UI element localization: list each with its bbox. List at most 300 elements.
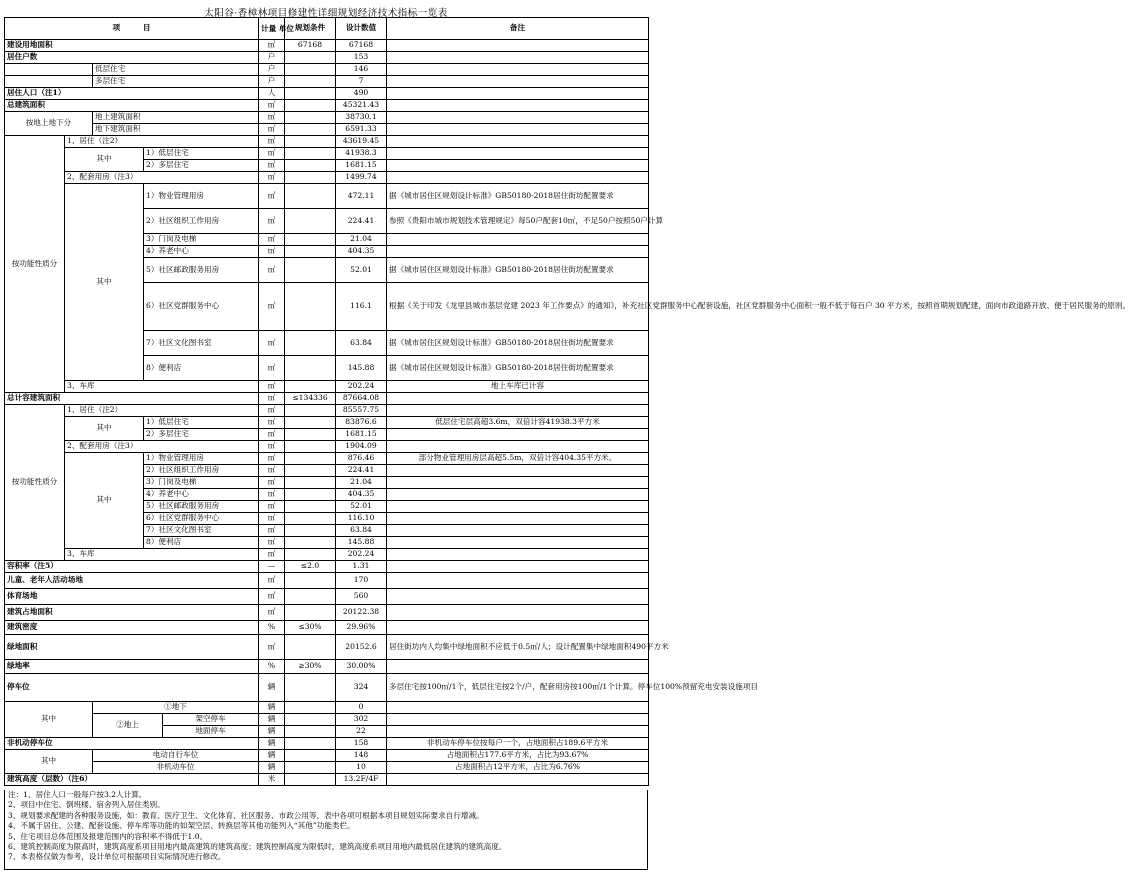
row-unit: ㎡: [259, 441, 285, 453]
row-remark: [387, 429, 649, 441]
row-remark: 部分物业管理用房层高超5.5m，双倍计容404.35平方米。: [387, 453, 649, 465]
row-plan: [285, 64, 336, 76]
row-plan: [285, 258, 336, 283]
row-label: 6）社区党群服务中心: [144, 513, 259, 525]
row-label: 3）门岗及电梯: [144, 477, 259, 489]
row-remark: [387, 477, 649, 489]
row-label: 停车位: [5, 674, 259, 702]
row-unit: ㎡: [259, 246, 285, 258]
row-remark: 非机动车停车位按每户一个，占地面积占189.6平方米: [387, 738, 649, 750]
note-line: 7、本表格仅做为参考，设计单位可根据项目实际情况进行修改。: [8, 852, 226, 862]
row-plan: [285, 160, 336, 172]
row-remark: [387, 112, 649, 124]
row-label: 居住户数: [5, 52, 259, 64]
row-value: 224.41: [336, 209, 387, 234]
header-plan: 规划条件: [285, 18, 336, 40]
row-unit: ㎡: [259, 549, 285, 561]
row-value: 38730.1: [336, 112, 387, 124]
row-unit: ㎡: [259, 258, 285, 283]
row-remark: [387, 549, 649, 561]
row-remark: 据《城市居住区规划设计标准》GB50180-2018居住街坊配置要求: [387, 184, 649, 209]
row-plan: [285, 605, 336, 621]
row-value: 41938.3: [336, 148, 387, 160]
row-value: 116.1: [336, 283, 387, 331]
row-value: 67168: [336, 40, 387, 52]
row-plan: [285, 573, 336, 589]
row-value: 7: [336, 76, 387, 88]
table-row: [5, 762, 649, 774]
row-label: 总建筑面积: [5, 100, 259, 112]
row-value: 87664.08: [336, 393, 387, 405]
row-label: 绿地面积: [5, 635, 259, 660]
table-title: 太阳谷·香樟林项目修建性详细规划经济技术指标一览表: [204, 8, 448, 19]
row-remark: [387, 501, 649, 513]
row-plan: [285, 234, 336, 246]
row-remark: [387, 393, 649, 405]
row-remark: [387, 561, 649, 573]
row-value: 148: [336, 750, 387, 762]
row-unit: ㎡: [259, 513, 285, 525]
row-remark: 参照《贵阳市城市规划技术管理规定》每50户配套10㎡，不足50户按照50户计算: [387, 209, 649, 234]
row-plan: [285, 172, 336, 184]
row-value: 324: [336, 674, 387, 702]
row-unit: 辆: [259, 738, 285, 750]
row-label: 2）社区组织工作用房: [144, 209, 259, 234]
row-unit: 辆: [259, 762, 285, 774]
row-value: 20152.6: [336, 635, 387, 660]
row-label: 8）便利店: [144, 356, 259, 381]
row-value: 6591.33: [336, 124, 387, 136]
row-value: 1681.15: [336, 160, 387, 172]
row-unit: 辆: [259, 750, 285, 762]
row-label: 建筑密度: [5, 621, 259, 635]
row-remark: [387, 714, 649, 726]
header-design: 设计数值: [336, 18, 387, 40]
row-value: 21.04: [336, 234, 387, 246]
row-sublabel: 地面停车: [163, 726, 259, 738]
row-plan: [285, 76, 336, 88]
row-remark: [387, 136, 649, 148]
row-label: 7）社区文化图书室: [144, 525, 259, 537]
row-plan: [285, 148, 336, 160]
table-row: [5, 112, 649, 124]
row-label: 居住人口（注1）: [5, 88, 259, 100]
subgroup-label: 其中: [65, 453, 144, 549]
row-remark: 地上车库已计容: [387, 381, 649, 393]
row-label: 3）门岗及电梯: [144, 234, 259, 246]
row-plan: ≤134336: [285, 393, 336, 405]
row-unit: ㎡: [259, 356, 285, 381]
row-unit: 辆: [259, 702, 285, 714]
row-plan: 67168: [285, 40, 336, 52]
row-remark: 占地面积占12平方米，占比为6.76%: [387, 762, 649, 774]
row-value: 45321.43: [336, 100, 387, 112]
row-remark: [387, 160, 649, 172]
row-plan: [285, 429, 336, 441]
row-plan: [285, 750, 336, 762]
row-remark: [387, 441, 649, 453]
table-row: [5, 124, 649, 136]
table-row: [5, 417, 649, 429]
table-row: [5, 40, 649, 52]
row-value: 22: [336, 726, 387, 738]
row-unit: 米: [259, 774, 285, 786]
row-plan: [285, 762, 336, 774]
row-remark: [387, 124, 649, 136]
table-row: [5, 714, 649, 726]
row-value: 52.01: [336, 501, 387, 513]
group-label: 按功能性质分: [5, 405, 65, 561]
row-remark: [387, 726, 649, 738]
row-unit: ㎡: [259, 136, 285, 148]
row-remark: [387, 76, 649, 88]
row-value: 85557.75: [336, 405, 387, 417]
row-value: 404.35: [336, 246, 387, 258]
row-unit: 户: [259, 76, 285, 88]
row-label: 8）便利店: [144, 537, 259, 549]
row-plan: ≤2.0: [285, 561, 336, 573]
row-value: 13.2F/4F: [336, 774, 387, 786]
row-unit: ㎡: [259, 453, 285, 465]
row-plan: [285, 465, 336, 477]
row-unit: 辆: [259, 674, 285, 702]
row-plan: [285, 88, 336, 100]
row-label: 地下建筑面积: [93, 124, 259, 136]
row-plan: [285, 112, 336, 124]
row-remark: 据《城市居住区规划设计标准》GB50180-2018居住街坊配置要求: [387, 258, 649, 283]
header-item: 项 目: [5, 18, 259, 40]
row-label: 1）物业管理用房: [144, 453, 259, 465]
row-label: 4）养老中心: [144, 246, 259, 258]
row-value: 29.96%: [336, 621, 387, 635]
row-remark: [387, 234, 649, 246]
row-label: 体育场地: [5, 589, 259, 605]
row-remark: [387, 64, 649, 76]
row-plan: [285, 702, 336, 714]
group-label: 其中: [5, 702, 93, 738]
table-row: [5, 750, 649, 762]
row-label: 2、配套用房（注3）: [65, 441, 259, 453]
row-remark: 据《城市居住区规划设计标准》GB50180-2018居住街坊配置要求: [387, 331, 649, 356]
row-unit: —: [259, 561, 285, 573]
row-label: 建筑高度（层数）（注6）: [5, 774, 259, 786]
row-value: 170: [336, 573, 387, 589]
row-remark: [387, 774, 649, 786]
row-label: 6）社区党群服务中心: [144, 283, 259, 331]
row-label: 3、车库: [65, 381, 259, 393]
table-row: [5, 738, 649, 750]
row-plan: [285, 417, 336, 429]
row-unit: ㎡: [259, 172, 285, 184]
subgroup-label: 其中: [65, 148, 144, 172]
row-remark: [387, 148, 649, 160]
row-unit: 户: [259, 64, 285, 76]
row-plan: [285, 356, 336, 381]
row-unit: ㎡: [259, 40, 285, 52]
row-plan: ≤30%: [285, 621, 336, 635]
row-plan: [285, 52, 336, 64]
row-plan: [285, 246, 336, 258]
table-row: [5, 172, 649, 184]
row-label: 建筑占地面积: [5, 605, 259, 621]
row-plan: [285, 525, 336, 537]
header-row: [5, 18, 649, 40]
row-sublabel: 架空停车: [163, 714, 259, 726]
row-plan: [285, 674, 336, 702]
row-unit: ㎡: [259, 477, 285, 489]
row-unit: ㎡: [259, 381, 285, 393]
row-unit: ㎡: [259, 160, 285, 172]
row-value: 153: [336, 52, 387, 64]
table-row: [5, 88, 649, 100]
row-value: 52.01: [336, 258, 387, 283]
subgroup-label: 其中: [65, 417, 144, 441]
row-label: 2、配套用房（注3）: [65, 172, 259, 184]
row-remark: [387, 702, 649, 714]
row-value: 202.24: [336, 381, 387, 393]
row-unit: 户: [259, 52, 285, 64]
row-unit: ㎡: [259, 209, 285, 234]
row-remark: [387, 88, 649, 100]
row-unit: ㎡: [259, 489, 285, 501]
row-value: 224.41: [336, 465, 387, 477]
row-value: 145.88: [336, 356, 387, 381]
row-value: 43619.45: [336, 136, 387, 148]
row-label: 1、居住（注2）: [65, 136, 259, 148]
row-unit: ㎡: [259, 184, 285, 209]
row-value: 490: [336, 88, 387, 100]
row-label: 5）社区邮政服务用房: [144, 501, 259, 513]
row-label: 建设用地面积: [5, 40, 259, 52]
row-unit: ㎡: [259, 605, 285, 621]
table-row: [5, 561, 649, 573]
row-unit: ㎡: [259, 405, 285, 417]
row-value: 202.24: [336, 549, 387, 561]
table-row: [5, 76, 649, 88]
row-label: 1、居住（注2）: [65, 405, 259, 417]
row-remark: 低层住宅层高超3.6m，双倍计容41938.3平方米: [387, 417, 649, 429]
row-unit: ㎡: [259, 573, 285, 589]
row-remark: [387, 52, 649, 64]
note-line: 6、建筑控制高度为限高时，建筑高度系项目用地内最高建筑的建筑高度；建筑控制高度为限低时，建筑高度系项目用地内最低居住建筑的建筑高度。: [8, 842, 507, 852]
row-unit: ㎡: [259, 501, 285, 513]
table-row: [5, 52, 649, 64]
row-remark: [387, 589, 649, 605]
row-remark: [387, 465, 649, 477]
row-label: 总计容建筑面积: [5, 393, 259, 405]
row-value: 116.10: [336, 513, 387, 525]
row-plan: [285, 381, 336, 393]
table-row: [5, 674, 649, 702]
indicator-table: [4, 17, 1130, 786]
row-unit: %: [259, 621, 285, 635]
row-value: 1499.74: [336, 172, 387, 184]
row-remark: 据《城市居住区规划设计标准》GB50180-2018居住街坊配置要求: [387, 356, 649, 381]
row-plan: [285, 537, 336, 549]
row-label: 非机动车位: [93, 762, 259, 774]
row-remark: [387, 489, 649, 501]
row-unit: ㎡: [259, 635, 285, 660]
row-plan: [285, 489, 336, 501]
row-remark: [387, 513, 649, 525]
row-plan: [285, 100, 336, 112]
row-plan: [285, 726, 336, 738]
table-row: [5, 605, 649, 621]
row-label: 电动自行车位: [93, 750, 259, 762]
table-row: [5, 702, 649, 714]
row-plan: [285, 441, 336, 453]
note-line: 2、项目中住宅、倒班楼、宿舍列入居住类别。: [8, 800, 165, 810]
table-row: [5, 64, 649, 76]
row-plan: [285, 501, 336, 513]
row-label: 1）低层住宅: [144, 417, 259, 429]
row-value: 404.35: [336, 489, 387, 501]
note-line: 5、住宅项目总体范围及报建范围内的容积率不得低于1.0。: [8, 831, 208, 841]
table-row: [5, 136, 649, 148]
row-label: ①地下: [93, 702, 259, 714]
row-remark: 多层住宅按100㎡/1个，低层住宅按2个/户，配套用房按100㎡/1个计算。停车位100%预留充电安装设施项目: [387, 674, 649, 702]
table-row: [5, 453, 649, 465]
row-unit: ㎡: [259, 429, 285, 441]
row-label: 2）多层住宅: [144, 160, 259, 172]
row-unit: ㎡: [259, 393, 285, 405]
row-label: 5）社区邮政服务用房: [144, 258, 259, 283]
row-value: 63.84: [336, 331, 387, 356]
row-plan: [285, 477, 336, 489]
table-row: [5, 100, 649, 112]
row-unit: 辆: [259, 726, 285, 738]
header-remark: 备注: [387, 18, 649, 40]
table-row: [5, 184, 649, 209]
row-plan: [285, 184, 336, 209]
row-unit: ㎡: [259, 525, 285, 537]
row-label: 1）物业管理用房: [144, 184, 259, 209]
row-plan: [285, 549, 336, 561]
row-plan: [285, 774, 336, 786]
row-value: 146: [336, 64, 387, 76]
row-remark: [387, 525, 649, 537]
row-unit: ㎡: [259, 331, 285, 356]
note-line: 4、不属于居住、公建、配套设施、停车库等功能的如架空层、转换层等其他功能列入“其他”功能类栏。: [8, 821, 355, 831]
table-row: [5, 635, 649, 660]
row-value: 1.31: [336, 561, 387, 573]
row-remark: [387, 605, 649, 621]
row-plan: [285, 738, 336, 750]
row-plan: [285, 453, 336, 465]
row-unit: ㎡: [259, 234, 285, 246]
row-value: 302: [336, 714, 387, 726]
row-remark: [387, 660, 649, 674]
row-remark: 居住街坊内人均集中绿地面积不应低于0.5㎡/人；设计配置集中绿地面积490平方米: [387, 635, 649, 660]
row-label: 非机动停车位: [5, 738, 259, 750]
note-line: 3、规划要求配建的各种服务设施，如：教育、医疗卫生、文化体育、社区服务、市政公用等，表中各项可根据本项目规划实际要求自行增减。: [8, 810, 484, 820]
notes-block: [4, 790, 648, 870]
row-unit: %: [259, 660, 285, 674]
row-label: 4）养老中心: [144, 489, 259, 501]
row-remark: [387, 172, 649, 184]
row-unit: ㎡: [259, 417, 285, 429]
group-label: 其中: [5, 750, 93, 774]
row-unit: ㎡: [259, 124, 285, 136]
row-label: 绿地率: [5, 660, 259, 674]
row-value: 10: [336, 762, 387, 774]
row-value: 1904.09: [336, 441, 387, 453]
row-plan: [285, 209, 336, 234]
row-remark: [387, 100, 649, 112]
row-label: 多层住宅: [93, 76, 259, 88]
row-label: 2）多层住宅: [144, 429, 259, 441]
table-row: [5, 621, 649, 635]
table-row: [5, 589, 649, 605]
row-remark: [387, 246, 649, 258]
header-unit: 计量 单位: [259, 18, 285, 40]
row-plan: ≥30%: [285, 660, 336, 674]
table-row: [5, 393, 649, 405]
row-unit: 人: [259, 88, 285, 100]
table-row: [5, 381, 649, 393]
row-value: 63.84: [336, 525, 387, 537]
row-remark: [387, 40, 649, 52]
row-remark: 根据《关于印发《龙里县城市基层党建 2023 年工作要点》的通知》，补充社区党群服务中心配套设施，社区党群服务中心面积一般不低于每百户 30 平方米，按照首期规划配建，面向市政道路开放、便于居民服务的原则。: [387, 283, 649, 331]
row-remark: [387, 573, 649, 589]
row-label: 儿童、老年人活动场地: [5, 573, 259, 589]
row-remark: [387, 537, 649, 549]
table-row: [5, 573, 649, 589]
row-indent: [5, 64, 93, 76]
row-value: 83876.6: [336, 417, 387, 429]
row-label: 低层住宅: [93, 64, 259, 76]
subgroup-label: 其中: [65, 184, 144, 381]
table-row: [5, 549, 649, 561]
group-label: 按功能性质分: [5, 136, 65, 393]
table-row: [5, 774, 649, 786]
row-unit: ㎡: [259, 100, 285, 112]
row-value: 0: [336, 702, 387, 714]
row-plan: [285, 589, 336, 605]
row-remark: [387, 405, 649, 417]
row-label: 地上建筑面积: [93, 112, 259, 124]
row-plan: [285, 124, 336, 136]
table-row: [5, 660, 649, 674]
row-plan: [285, 513, 336, 525]
row-remark: 占地面积占177.6平方米，占比为93.67%: [387, 750, 649, 762]
row-value: 876.46: [336, 453, 387, 465]
row-unit: ㎡: [259, 589, 285, 605]
row-unit: ㎡: [259, 537, 285, 549]
group-label: 按地上地下分: [5, 112, 93, 136]
row-plan: [285, 714, 336, 726]
row-plan: [285, 331, 336, 356]
row-label: 容积率（注5）: [5, 561, 259, 573]
row-label: 3、车库: [65, 549, 259, 561]
row-value: 472.11: [336, 184, 387, 209]
row-value: 30.00%: [336, 660, 387, 674]
row-value: 21.04: [336, 477, 387, 489]
note-line: 注：1、居住人口一般每户按3.2人计算。: [8, 790, 147, 799]
row-label: 2）社区组织工作用房: [144, 465, 259, 477]
row-label: 7）社区文化图书室: [144, 331, 259, 356]
row-value: 560: [336, 589, 387, 605]
row-value: 20122.38: [336, 605, 387, 621]
row-plan: [285, 405, 336, 417]
row-plan: [285, 283, 336, 331]
row-unit: ㎡: [259, 465, 285, 477]
row-plan: [285, 635, 336, 660]
row-indent: [5, 76, 93, 88]
row-label: ②地上: [93, 714, 163, 738]
row-plan: [285, 136, 336, 148]
row-value: 1681.15: [336, 429, 387, 441]
